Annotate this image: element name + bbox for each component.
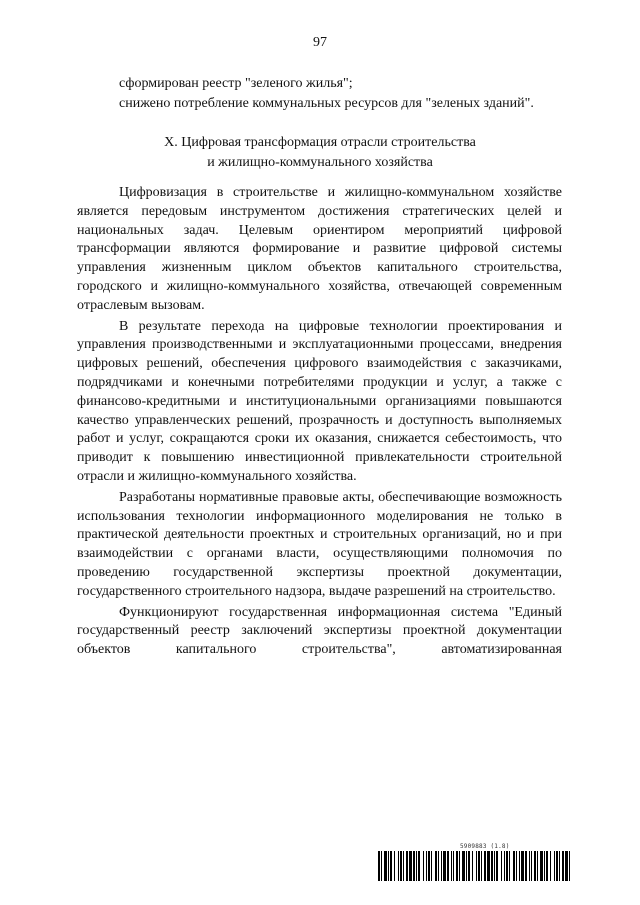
paragraph: Разработаны нормативные правовые акты, обеспечивающие возможность использования технологии информационного моделирования не только в практической деятельности проектных и строительных организаций, но и при взаимодействии с органами власти, осуществляющими полномочия по проведению государственной экспертизы проектной документации, государственного строительного надзора, выдаче разрешений на строительство.: [77, 489, 562, 599]
page-number: 97: [313, 35, 327, 50]
section-body: [77, 184, 562, 662]
list-item: сформирован реестр "зеленого жилья";: [119, 76, 353, 91]
paragraph: Цифровизация в строительстве и жилищно-коммунальном хозяйстве является передовым инструментом достижения стратегических целей и национальных задач. Целевым ориентиром мероприятий цифровой трансформации являются формирование и развитие цифровой системы управления жизненным циклом объектов капитального строительства, городского и жилищно-коммунального хозяйства, отвечающей современным отраслевым вызовам.: [77, 185, 562, 313]
list-item: снижено потребление коммунальных ресурсов для "зеленых зданий".: [119, 96, 534, 111]
section-heading-line: X. Цифровая трансформация отрасли строительства: [164, 135, 476, 150]
document-code: 5909883 (1.8): [460, 843, 510, 850]
paragraph: Функционируют государственная информационная система "Единый государственный реестр заключений экспертизы проектной документации объектов капитального строительства", автоматизированная: [77, 604, 562, 658]
barcode-image: [378, 851, 570, 881]
list-block: [119, 74, 569, 114]
section-heading: [0, 133, 640, 173]
section-heading-line: и жилищно-коммунального хозяйства: [207, 155, 433, 170]
paragraph: В результате перехода на цифровые технологии проектирования и управления производственными и эксплуатационными процессами, внедрения цифровых решений, обеспечения цифрового взаимодействия с заказчиками, подрядчиками и конечными потребителями продукции и услуг, а также с финансово-кредитными и институциональными организациями повышаются качество управленческих решений, прозрачность и доступность выполняемых работ и услуг, сокращаются сроки их оказания, снижается себестоимость, что приводит к повышению инвестиционной привлекательности строительной отрасли и жилищно-коммунального хозяйства.: [77, 318, 562, 484]
